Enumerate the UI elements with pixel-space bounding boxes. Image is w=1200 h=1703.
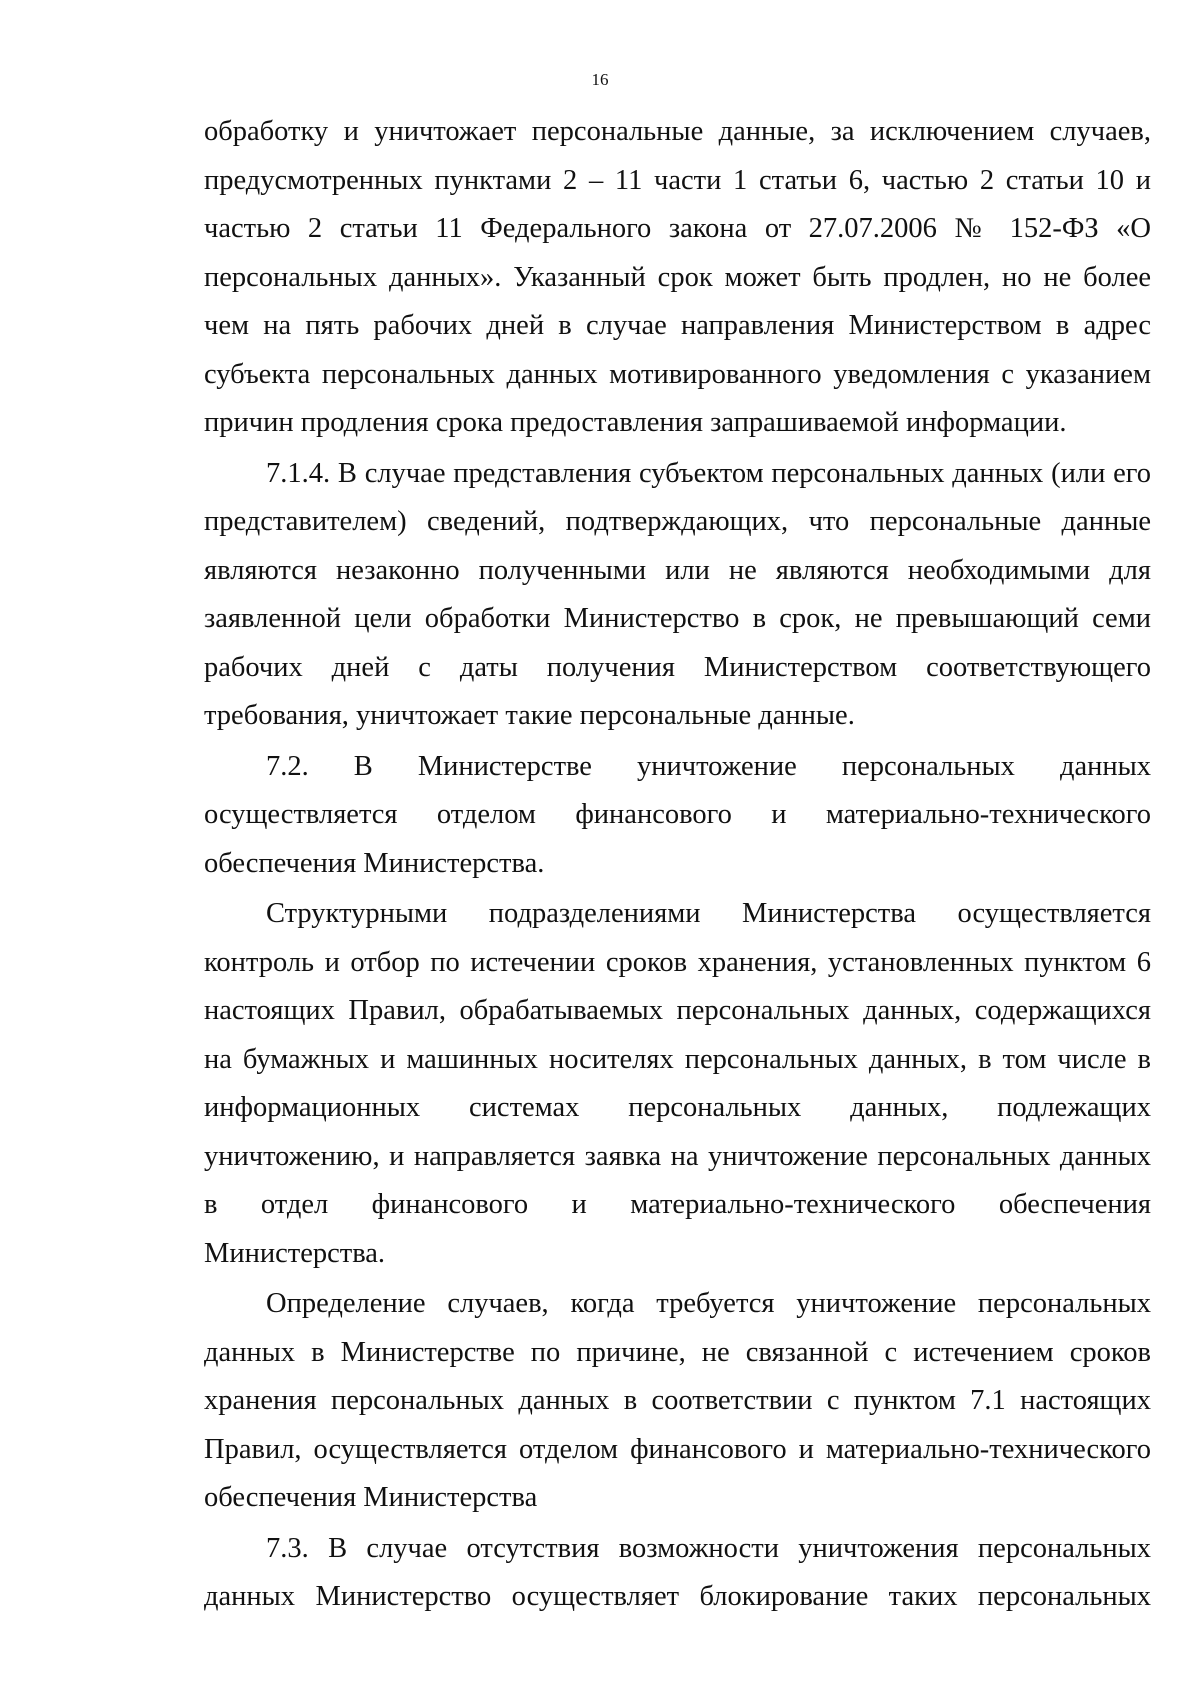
paragraph-7-3: 7.3. В случае отсутствия возможности уничтожения персональных данных Министерство осуществляет блокирование таких персональных — [204, 1532, 1151, 1612]
paragraph-7-2: 7.2. В Министерстве уничтожение персональных данных осуществляется отделом финансового и материально-технического обеспечения Министерства. — [204, 750, 1151, 879]
paragraph-determination-of-cases: Определение случаев, когда требуется уничтожение персональных данных в Министерстве по причине, не связанной с истечением сроков хранения персональных данных в соответствии с пунктом 7.1 настоящих Правил, осуществляется отделом финансового и материально-технического обеспечения Министерства — [204, 1288, 1151, 1513]
document-body — [204, 108, 1151, 1622]
page-number: 16 — [591, 70, 609, 89]
paragraph-7-1-4: 7.1.4. В случае представления субъектом персональных данных (или его представителем) сведений, подтверждающих, что персональные данные являются незаконно полученными или не являются необходимыми для заявленной цели обработки Министерство в срок, не превышающий семи рабочих дней с даты получения Министерством соответствующего требования, уничтожает такие персональные данные. — [204, 457, 1151, 731]
paragraph-continuation: обработку и уничтожает персональные данные, за исключением случаев, предусмотренных пунктами 2 – 11 части 1 статьи 6, частью 2 статьи 10 и частью 2 статьи 11 Федерального закона от 27.07.2006 № 152-ФЗ «О персональных данных». Указанный срок может быть продлен, но не более чем на пять рабочих дней в случае направления Министерством в адрес субъекта персональных данных мотивированного уведомления с указанием причин продления срока предоставления запрашиваемой информации. — [204, 116, 1151, 438]
paragraph-structural-units: Структурными подразделениями Министерства осуществляется контроль и отбор по истечении сроков хранения, установленных пунктом 6 настоящих Правил, обрабатываемых персональных данных, содержащихся на бумажных и машинных носителях персональных данных, в том числе в информационных системах персональных данных, подлежащих уничтожению, и направляется заявка на уничтожение персональных данных в отдел финансового и материально-технического обеспечения Министерства. — [204, 898, 1151, 1269]
